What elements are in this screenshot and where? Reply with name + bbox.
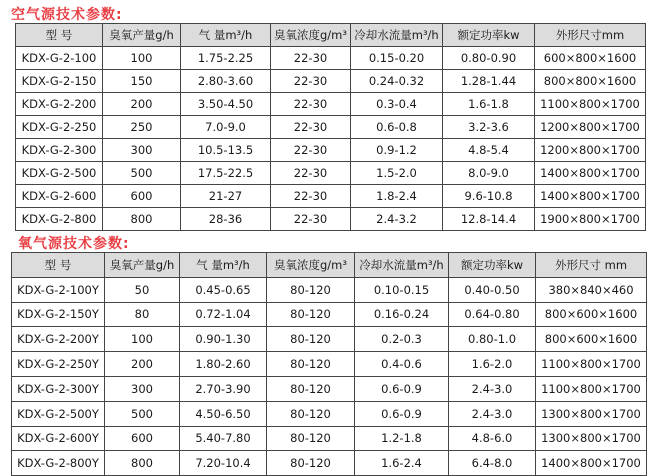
header-ozone-concentration: 臭氧浓度g/m³ (271, 24, 351, 47)
cell-ozone-concentration: 80-120 (267, 376, 355, 401)
cell-dimensions: 800×600×1600 (536, 327, 647, 352)
cell-ozone-output: 100 (103, 47, 181, 70)
cell-model: KDX-G-2-250Y (12, 352, 105, 377)
cell-ozone-concentration: 22-30 (271, 116, 351, 139)
header-gas-flow: 气 量m³/h (180, 253, 267, 278)
cell-model: KDX-G-2-300 (16, 139, 103, 162)
cell-gas-flow: 1.75-2.25 (181, 47, 271, 70)
cell-ozone-concentration: 22-30 (271, 70, 351, 93)
table-header-row (12, 253, 647, 278)
table-row (16, 70, 646, 93)
cell-cooling-water-flow: 0.6-0.9 (355, 401, 449, 426)
header-ozone-concentration: 臭氧浓度g/m³ (267, 253, 355, 278)
cell-rated-power: 0.80-0.90 (443, 47, 535, 70)
cell-model: KDX-G-2-800 (16, 208, 103, 231)
cell-ozone-output: 500 (105, 401, 180, 426)
cell-model: KDX-G-2-500 (16, 162, 103, 185)
air-source-spec-table (15, 23, 646, 231)
cell-model: KDX-G-2-150Y (12, 302, 105, 327)
cell-cooling-water-flow: 0.15-0.20 (351, 47, 443, 70)
cell-ozone-concentration: 80-120 (267, 401, 355, 426)
cell-rated-power: 2.4-3.0 (449, 401, 536, 426)
cell-gas-flow: 7.20-10.4 (180, 451, 267, 476)
cell-ozone-concentration: 22-30 (271, 162, 351, 185)
table-row (12, 426, 647, 451)
cell-model: KDX-G-2-250 (16, 116, 103, 139)
cell-gas-flow: 1.80-2.60 (180, 352, 267, 377)
cell-ozone-concentration: 80-120 (267, 352, 355, 377)
cell-model: KDX-G-2-600 (16, 185, 103, 208)
cell-model: KDX-G-2-200Y (12, 327, 105, 352)
cell-ozone-concentration: 22-30 (271, 47, 351, 70)
cell-rated-power: 0.64-0.80 (449, 302, 536, 327)
cell-ozone-output: 300 (103, 139, 181, 162)
cell-dimensions: 1400×800×1700 (535, 185, 646, 208)
table-row (12, 302, 647, 327)
cell-rated-power: 12.8-14.4 (443, 208, 535, 231)
table-row (12, 352, 647, 377)
table-header-row (16, 24, 646, 47)
cell-rated-power: 0.40-0.50 (449, 277, 536, 302)
cell-model: KDX-G-2-300Y (12, 376, 105, 401)
cell-cooling-water-flow: 0.6-0.8 (351, 116, 443, 139)
cell-ozone-output: 80 (105, 302, 180, 327)
cell-rated-power: 1.28-1.44 (443, 70, 535, 93)
cell-rated-power: 6.4-8.0 (449, 451, 536, 476)
cell-ozone-output: 800 (103, 208, 181, 231)
cell-dimensions: 800×600×1600 (536, 302, 647, 327)
cell-ozone-output: 250 (103, 116, 181, 139)
cell-gas-flow: 10.5-13.5 (181, 139, 271, 162)
cell-cooling-water-flow: 0.16-0.24 (355, 302, 449, 327)
cell-model: KDX-G-2-500Y (12, 401, 105, 426)
cell-ozone-concentration: 80-120 (267, 302, 355, 327)
cell-cooling-water-flow: 2.4-3.2 (351, 208, 443, 231)
cell-dimensions: 380×840×460 (536, 277, 647, 302)
cell-ozone-output: 600 (105, 426, 180, 451)
cell-ozone-output: 300 (105, 376, 180, 401)
cell-rated-power: 4.8-6.0 (449, 426, 536, 451)
cell-dimensions: 1400×800×1700 (535, 162, 646, 185)
cell-ozone-output: 150 (103, 70, 181, 93)
cell-dimensions: 1400×800×1700 (536, 451, 647, 476)
table-row (16, 162, 646, 185)
header-ozone-output: 臭氧产量g/h (105, 253, 180, 278)
cell-rated-power: 2.4-3.0 (449, 376, 536, 401)
cell-dimensions: 1900×800×1700 (535, 208, 646, 231)
header-cooling-water-flow: 冷却水流量m³/h (351, 24, 443, 47)
cell-model: KDX-G-2-200 (16, 93, 103, 116)
table-row (12, 401, 647, 426)
cell-dimensions: 1100×800×1700 (536, 376, 647, 401)
cell-dimensions: 1300×800×1700 (536, 426, 647, 451)
header-gas-flow: 气 量m³/h (181, 24, 271, 47)
cell-ozone-output: 500 (103, 162, 181, 185)
cell-gas-flow: 4.50-6.50 (180, 401, 267, 426)
cell-model: KDX-G-2-600Y (12, 426, 105, 451)
cell-ozone-output: 200 (105, 352, 180, 377)
cell-dimensions: 1300×800×1700 (536, 401, 647, 426)
cell-cooling-water-flow: 1.8-2.4 (351, 185, 443, 208)
table-row (12, 451, 647, 476)
cell-rated-power: 4.8-5.4 (443, 139, 535, 162)
cell-gas-flow: 3.50-4.50 (181, 93, 271, 116)
cell-ozone-concentration: 80-120 (267, 426, 355, 451)
cell-model: KDX-G-2-150 (16, 70, 103, 93)
cell-model: KDX-G-2-100 (16, 47, 103, 70)
cell-dimensions: 1100×800×1700 (536, 352, 647, 377)
cell-ozone-output: 50 (105, 277, 180, 302)
cell-rated-power: 1.6-1.8 (443, 93, 535, 116)
cell-ozone-concentration: 22-30 (271, 93, 351, 116)
cell-cooling-water-flow: 1.6-2.4 (355, 451, 449, 476)
table-row (12, 376, 647, 401)
cell-cooling-water-flow: 0.10-0.15 (355, 277, 449, 302)
table-row (16, 208, 646, 231)
cell-rated-power: 9.6-10.8 (443, 185, 535, 208)
table-row (16, 47, 646, 70)
cell-model: KDX-G-2-100Y (12, 277, 105, 302)
cell-gas-flow: 0.45-0.65 (180, 277, 267, 302)
table-row (12, 277, 647, 302)
header-cooling-water-flow: 冷却水流量m³/h (355, 253, 449, 278)
cell-gas-flow: 7.0-9.0 (181, 116, 271, 139)
cell-cooling-water-flow: 1.2-1.8 (355, 426, 449, 451)
cell-gas-flow: 2.70-3.90 (180, 376, 267, 401)
table-row (16, 139, 646, 162)
cell-gas-flow: 0.90-1.30 (180, 327, 267, 352)
cell-cooling-water-flow: 0.2-0.3 (355, 327, 449, 352)
header-model: 型 号 (12, 253, 105, 278)
header-dimensions: 外形尺寸 mm (536, 253, 647, 278)
cell-cooling-water-flow: 0.3-0.4 (351, 93, 443, 116)
header-ozone-output: 臭氧产量g/h (103, 24, 181, 47)
cell-model: KDX-G-2-800Y (12, 451, 105, 476)
header-rated-power: 额定功率kw (449, 253, 536, 278)
cell-dimensions: 1200×800×1700 (535, 139, 646, 162)
cell-ozone-concentration: 22-30 (271, 139, 351, 162)
cell-cooling-water-flow: 0.4-0.6 (355, 352, 449, 377)
table-row (16, 185, 646, 208)
table-row (16, 116, 646, 139)
header-rated-power: 额定功率kw (443, 24, 535, 47)
table-row (16, 93, 646, 116)
cell-dimensions: 800×800×1600 (535, 70, 646, 93)
oxygen-source-title: 氧气源技术参数: (18, 236, 130, 252)
cell-gas-flow: 0.72-1.04 (180, 302, 267, 327)
cell-gas-flow: 21-27 (181, 185, 271, 208)
cell-ozone-concentration: 80-120 (267, 451, 355, 476)
cell-dimensions: 1100×800×1700 (535, 93, 646, 116)
header-dimensions: 外形尺寸mm (535, 24, 646, 47)
cell-cooling-water-flow: 0.24-0.32 (351, 70, 443, 93)
cell-cooling-water-flow: 0.9-1.2 (351, 139, 443, 162)
cell-ozone-concentration: 80-120 (267, 327, 355, 352)
cell-ozone-output: 600 (103, 185, 181, 208)
cell-ozone-output: 800 (105, 451, 180, 476)
cell-rated-power: 0.80-1.0 (449, 327, 536, 352)
cell-rated-power: 8.0-9.0 (443, 162, 535, 185)
cell-rated-power: 1.6-2.0 (449, 352, 536, 377)
air-source-title: 空气源技术参数: (11, 7, 123, 23)
cell-ozone-concentration: 80-120 (267, 277, 355, 302)
table-row (12, 327, 647, 352)
cell-ozone-output: 200 (103, 93, 181, 116)
cell-gas-flow: 17.5-22.5 (181, 162, 271, 185)
oxygen-source-spec-table (11, 252, 647, 476)
cell-cooling-water-flow: 1.5-2.0 (351, 162, 443, 185)
cell-gas-flow: 5.40-7.80 (180, 426, 267, 451)
cell-cooling-water-flow: 0.6-0.9 (355, 376, 449, 401)
cell-ozone-concentration: 22-30 (271, 185, 351, 208)
cell-dimensions: 600×800×1600 (535, 47, 646, 70)
cell-dimensions: 1200×800×1700 (535, 116, 646, 139)
cell-ozone-concentration: 22-30 (271, 208, 351, 231)
cell-ozone-output: 100 (105, 327, 180, 352)
cell-gas-flow: 28-36 (181, 208, 271, 231)
header-model: 型 号 (16, 24, 103, 47)
cell-rated-power: 3.2-3.6 (443, 116, 535, 139)
cell-gas-flow: 2.80-3.60 (181, 70, 271, 93)
